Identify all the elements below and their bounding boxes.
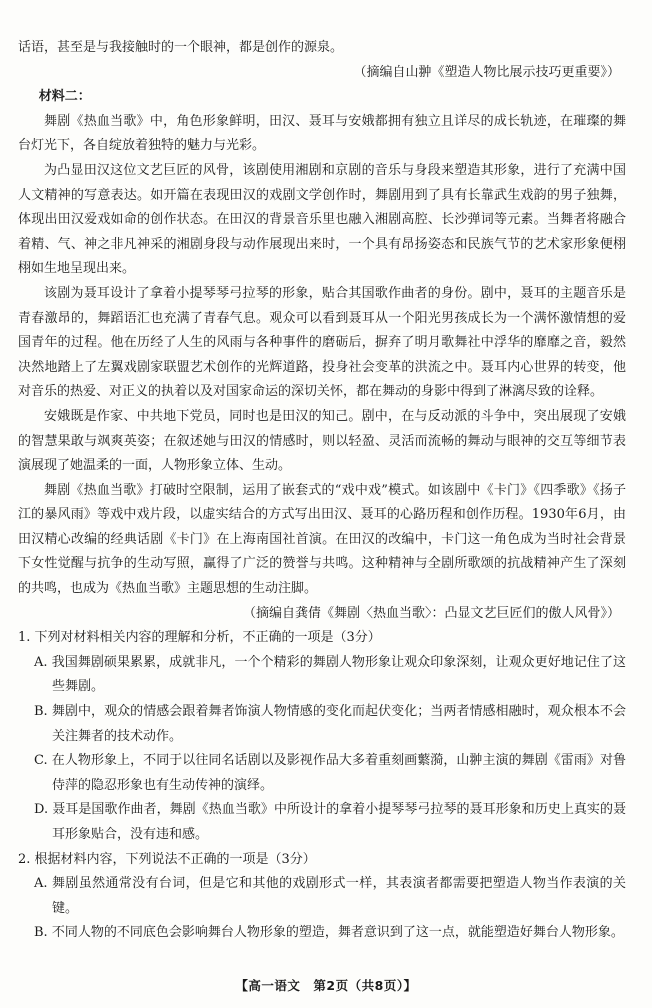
paragraph: 安娥既是作家、中共地下党员，同时也是田汉的知己。剧中，在与反动派的斗争中，突出展现了安娥的智慧果敢与飒爽英姿；在叙述她与田汉的情感时，则以轻盈、灵活而流畅的舞动与眼神的交互等细节表演展现了她温柔的一面，人物形象立体、生动。 [18, 408, 626, 474]
question-2-option-a: A. 舞剧虽然通常没有台词，但是它和其他的戏剧形式一样，其表演者都需要把塑造人物当作表演的关键。 [34, 876, 626, 916]
paragraph: 舞剧《热血当歌》打破时空限制，运用了嵌套式的“戏中戏”模式。如该剧中《卡门》《四季歌》《扬子江的暴风雨》等戏中戏片段，以虚实结合的方式写出田汉、聂耳的心路历程和创作历程。1930年6月，由田汉精心改编的经典话剧《卡门》在上海南国社首演。在田汉的改编中，卡门这一角色成为当时社会背景下女性觉醒与抗争的生动写照，赢得了广泛的赞誉与共鸣。这种精神与全剧所歌颂的抗战精神产生了深刻的共鸣，也成为《热血当歌》主题思想的生动注脚。 [18, 482, 626, 597]
page-footer: 【高一语文 第2页（共8页）】 [235, 978, 417, 993]
question-1-option-a: A. 我国舞剧硕果累累，成就非凡，一个个精彩的舞剧人物形象让观众印象深刻，让观众更好地记住了这些舞剧。 [34, 654, 626, 695]
question-1-option-c: C. 在人物形象上，不同于以往同名话剧以及影视作品大多着重刻画蘩漪，山翀主演的舞剧《雷雨》对鲁侍萍的隐忍形象也有生动传神的演绎。 [34, 753, 626, 793]
question-1-stem: 1. 下列对材料相关内容的理解和分析，不正确的一项是（3分） [18, 630, 381, 646]
question-2-option-b: B. 不同人物的不同底色会影响舞台人物形象的塑造，舞者意识到了这一点，就能塑造好舞台人物形象。 [34, 925, 624, 941]
paragraph: 为凸显田汉这位文艺巨匠的风骨，该剧使用湘剧和京剧的音乐与身段来塑造其形象，进行了充满中国人文精神的写意表达。如开篇在表现田汉的戏剧文学创作时，舞剧用到了具有长靠武生戏韵的男子独舞，体现出田汉爱戏如命的创作状态。在田汉的背景音乐里也融入湘剧高腔、长沙弹词等元素。当舞者将融合着精、气、神之非凡神采的湘剧身段与动作展现出来时，一个具有昂扬姿态和民族气节的艺术家形象便栩栩如生地呈现出来。 [18, 162, 626, 277]
question-1-option-b: B. 舞剧中，观众的情感会跟着舞者饰演人物情感的变化而起伏变化；当两者情感相融时，观众根本不会关注舞者的技术动作。 [34, 704, 626, 744]
source-citation-2: （摘编自龚倩《舞剧〈热血当歌〉：凸显文艺巨匠们的傲人风骨》） [242, 605, 620, 621]
question-1-option-d: D. 聂耳是国歌作曲者，舞剧《热血当歌》中所设计的拿着小提琴琴弓拉琴的聂耳形象和历史上真实的聂耳形象贴合，没有违和感。 [34, 802, 626, 842]
paragraph: 舞剧《热血当歌》中，角色形象鲜明，田汉、聂耳与安娥都拥有独立且详尽的成长轨迹，在璀璨的舞台灯光下，各自绽放着独特的魅力与光彩。 [18, 113, 626, 154]
question-2-stem: 2. 根据材料内容，下列说法不正确的一项是（3分） [18, 851, 316, 867]
paragraph: 该剧为聂耳设计了拿着小提琴琴弓拉琴的形象，贴合其国歌作曲者的身份。剧中，聂耳的主题音乐是青春激昂的，舞蹈语汇也充满了青春气息。观众可以看到聂耳从一个阳光男孩成长为一个满怀激情想的爱国青年的过程。他在历经了人生的风雨与各种事件的磨砺后，摒弃了明月歌舞社中浮华的靡靡之音，毅然决然地踏上了左翼戏剧家联盟艺术创作的光辉道路，投身社会变革的洪流之中。聂耳内心世界的转变，他对音乐的热爱、对正义的执着以及对国家命运的深切关怀，都在舞动的身影中得到了淋漓尽致的诠释。 [18, 285, 626, 400]
section-heading-material-2: 材料二： [38, 89, 91, 105]
source-citation-1: （摘编自山翀《塑造人物比展示技巧更重要》） [353, 64, 620, 80]
continuation-line: 话语，甚至是与我接触时的一个眼神，都是创作的源泉。 [18, 40, 344, 55]
